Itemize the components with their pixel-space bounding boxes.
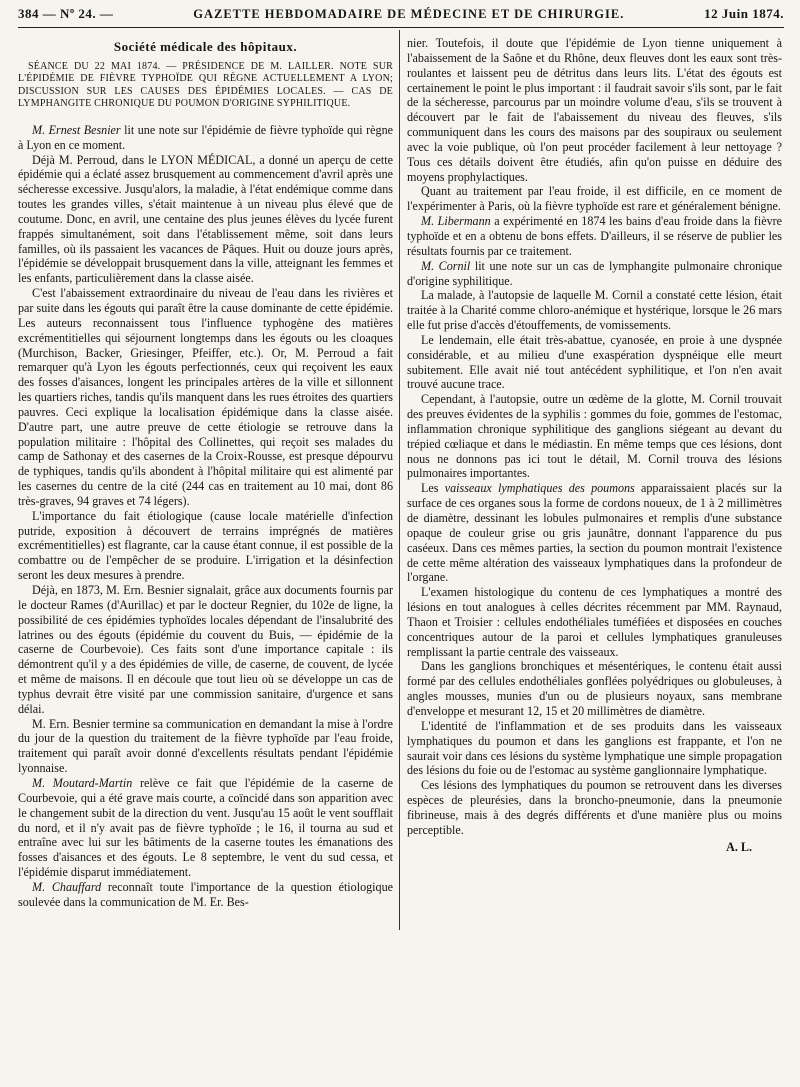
paragraph: Ces lésions des lymphatiques du poumon se retrouvent dans les diverses espèces de pleurésies, dans la broncho-pneumonie, dans la pneumonie fibrineuse, mais à des degrés différents et d'une manière plus ou moins perceptible. [407,778,782,837]
paragraph: Déjà M. Perroud, dans le LYON MÉDICAL, a donné un aperçu de cette épidémie qui a éclaté assez brusquement au commencement d'avril après une sécheresse excessive. Jusqu'alors, la maladie, à l'état endémique comme dans toutes les grandes villes, s'était maintenue à un niveau plus élevé que de coutume. Donc, en avril, une centaine des plus jeunes élèves du lycée furent frappés simultanément, soit dans l'établissement même, soit dans leurs familles, où ils passaient les vacances de Pâques. Huit ou douze jours après, l'épidémie se développait brusquement dans la ville, atteignant les femmes et les enfants, particulièrement dans la classe aisée. [18,152,393,286]
paragraph: M. Ern. Besnier termine sa communication en demandant la mise à l'ordre du jour de la question du traitement de la fièvre typhoïde par l'eau froide, traitement qui paraît avoir donné d'excellents résultats pendant l'épidémie lyonnaise. [18,716,393,776]
author-signature: A. L. [726,839,752,854]
paragraph: M. Chauffard reconnaît toute l'importance de la question étiologique soulevée dans la communication de M. Er. Bes- [18,879,393,909]
two-column-body [18,36,784,910]
paragraph: Dans les ganglions bronchiques et mésentériques, le contenu était aussi formé par des cellules endothéliales gonflées polyédriques ou globuleuses, à angles mousses, munies d'un ou de plusieurs noyaux, sans membrane d'enveloppe et mesurant 12, 15 et 20 millimètres de diamètre. [407,659,782,718]
paragraph: L'examen histologique du contenu de ces lymphatiques a montré des lésions en tout analogues à celles décrites récemment par MM. Raynaud, Thaon et Troisier : cellules endothéliales tuméfiées et disposées en couches concentriques autour de la paroi et cellules lymphatiques granuleuses remplissant la partie centrale des vaisseaux. [407,585,782,659]
paragraph: Le lendemain, elle était très-abattue, cyanosée, en proie à une dyspnée considérable, et au milieu d'une exaspération dyspnéique elle meurt subitement. Elle avait nié tout antécédent syphilitique, et l'on n'en avait trouvé aucune trace. [407,332,782,392]
issue-date: 12 Juin 1874. [704,6,784,21]
issue-number: — Nº 24. — [42,6,114,21]
right-column [407,36,782,910]
journal-title: GAZETTE HEBDOMADAIRE DE MÉDECINE ET DE CHIRURGIE. [193,7,625,21]
session-summary: SÉANCE DU 22 MAI 1874. — PRÉSIDENCE DE M. LAILLER. NOTE SUR L'ÉPIDÉMIE DE FIÈVRE TYPHOÏDE QUI RÈGNE ACTUELLEMENT A LYON; DISCUSSION SUR LES CAUSES DES ÉPIDÉMIES LOCALES. — CAS DE LYMPHANGITE CHRONIQUE DU POUMON D'ORIGINE SYPHILITIQUE. [18,60,393,110]
italic-term: vaisseaux lymphatiques des poumons [444,481,635,496]
speaker-name: M. Libermann [421,214,491,229]
paragraph: Déjà, en 1873, M. Ern. Besnier signalait, grâce aux documents fournis par le docteur Rames (d'Aurillac) et par le docteur Regnier, du 102e de ligne, la possibilité de ces épidémies typhoïdes locales dépendant de l'insalubrité des latrines ou des égouts (épidémie du couvent du Buis, — épidémie de la caserne de Courbevoie). Ces faits sont d'une importance capitale : ils démontrent qu'il y a des épidémies de ville, de caserne, de couvent, de lycée et même de maisons. Il en découle que tout lieu où se développe un cas de typhus devrait être visité par une commission sanitaire, d'urgence et sans délai. [18,583,393,716]
society-heading: Société médicale des hôpitaux. [113,39,298,54]
paragraph: M. Moutard-Martin relève ce fait que l'épidémie de la caserne de Courbevoie, qui a été grave mais courte, a coïncidé dans son apparition avec le changement subit de la direction du vent. Jusqu'au 15 août le vent soufflait du nord, et il n'y avait pas de fièvre typhoïde ; le 16, il tourna au sud et entraîne avec lui sur les bâtiments de la caserne toutes les émanations des fosses d'aisances et des égouts. Le 8 septembre, le vent du sud cessa, et l'épidémie disparut immédiatement. [18,775,394,880]
paragraph: M. Ernest Besnier lit une note sur l'épidémie de fièvre typhoïde qui règne à Lyon en ce moment. [18,122,393,152]
paragraph: nier. Toutefois, il doute que l'épidémie de Lyon tienne uniquement à l'abaissement de la Saône et du Rhône, deux fleuves dont les eaux sont très-roulantes et laissent peu de détritus dans leurs lits. L'état des égouts est certainement le point le plus important : il faudrait savoir s'ils sont, par le fait de la sécheresse, parcourus par un moindre volume d'eau, s'ils se trouvent à découvert par le fait de l'abaissement du niveau des fleuves, s'ils communiquent dans les cours des maisons par des soupiraux ou seulement avec la voie publique, où l'on peut procéder facilement à leur nettoyage ? Tous ces détails doivent être étudiés, afin qu'on puisse en déduire des moyens prophylactiques. [407,36,782,184]
paragraph: La malade, à l'autopsie de laquelle M. Cornil a constaté cette lésion, était traitée à la Charité comme chloro-anémique et hystérique, lorsque le 26 mars elle fut prise d'accès d'étouffements, de vomissements. [407,288,782,333]
speaker-name: M. Cornil [421,258,471,273]
speaker-name: M. Ernest Besnier [32,122,121,137]
paragraph: Quant au traitement par l'eau froide, il est difficile, en ce moment de l'expérimenter à Paris, où la fièvre typhoïde est rare et généralement bénigne. [407,184,782,214]
paragraph: Les vaisseaux lymphatiques des poumons apparaissaient placés sur la surface de ces organes sous la forme de cordons noueux, de 1 à 2 millimètres de diamètre, dessinant les lobules pulmonaires et remplis d'une substance opaque de couleur grise ou gris jaunâtre, donnant l'apparence du pus caséeux. Dans ces mêmes parties, la section du poumon montrait l'existence de cette même altération des vaisseaux lymphatiques dans la profondeur de l'organe. [407,481,782,585]
left-column [18,36,393,910]
speaker-name: M. Moutard-Martin [32,775,133,790]
page-number-issue [18,6,113,22]
paragraph: M. Cornil lit une note sur un cas de lymphangite pulmonaire chronique d'origine syphilitique. [407,258,782,288]
running-header [18,6,784,28]
paragraph: Cependant, à l'autopsie, outre un œdème de la glotte, M. Cornil trouvait des preuves évidentes de la syphilis : gommes du foie, gommes de l'estomac, inflammation chronique syphilitique des ganglions siégeant au devant du trépied cœliaque et dans le médiastin. En même temps que ces lésions, dont nous ne donnons pas ici tout le détail, M. Cornil trouva des lésions pulmonaires importantes. [407,392,782,481]
speaker-name: M. Chauffard [32,879,102,894]
paragraph: L'identité de l'inflammation et de ses produits dans les vaisseaux lymphatiques du poumon et dans les ganglions est frappante, et l'on ne saurait voir dans ces lésions du système lymphatique une simple propagation des lésions du foie ou de l'estomac au système ganglionnaire lymphatique. [407,718,782,778]
page-number: 384 [18,6,39,21]
paragraph: C'est l'abaissement extraordinaire du niveau de l'eau dans les rivières et par suite dans les égouts qui paraît être la cause dominante de cette épidémie. Les auteurs reconnaissent tous l'influence typhogène des matières excrémentitielles qui séjournent longtemps dans les égouts ou les cloaques (Murchison, Backer, Griesinger, Pfeiffer, etc.). Or, M. Perroud a fait remarquer qu'à Lyon les égouts perfectionnés, ceux qui reçoivent les eaux des fosses d'aisances, longent les principales artères de la ville et sillonnent les quartiers riches, tandis qu'ils manquent dans les rues étroites des quartiers pauvres. Ceci explique la localisation épidémique dans la classe aisée. D'autre part, une autre preuve de cette étiologie se retrouve dans la population militaire : l'hôpital des Collinettes, qui reçoit ses malades du camp de Sathonay et des casernes de la Croix-Rousse, est presque dépourvu de typhiques, tandis qu'ils abondent à l'hôpital militaire qui est alimenté par les casernes du centre de la cité (244 cas en traitement au 10 mai, dont 86 très-graves, 94 graves et 74 légers). [18,286,393,508]
paragraph: M. Libermann a expérimenté en 1874 les bains d'eau froide dans la fièvre typhoïde et en a obtenu de bons effets. D'ailleurs, il se réserve de publier les résultats fournis par ce traitement. [407,214,783,258]
paragraph: L'importance du fait étiologique (cause locale matérielle d'infection putride, exposition à découvert de terrains imprégnés de matières excrémentitielles) est flagrante, car la cause étant connue, il est possible de la combattre ou de l'empêcher de se produire. L'irrigation et la désinfection seront les deux mesures à prendre. [18,508,393,583]
